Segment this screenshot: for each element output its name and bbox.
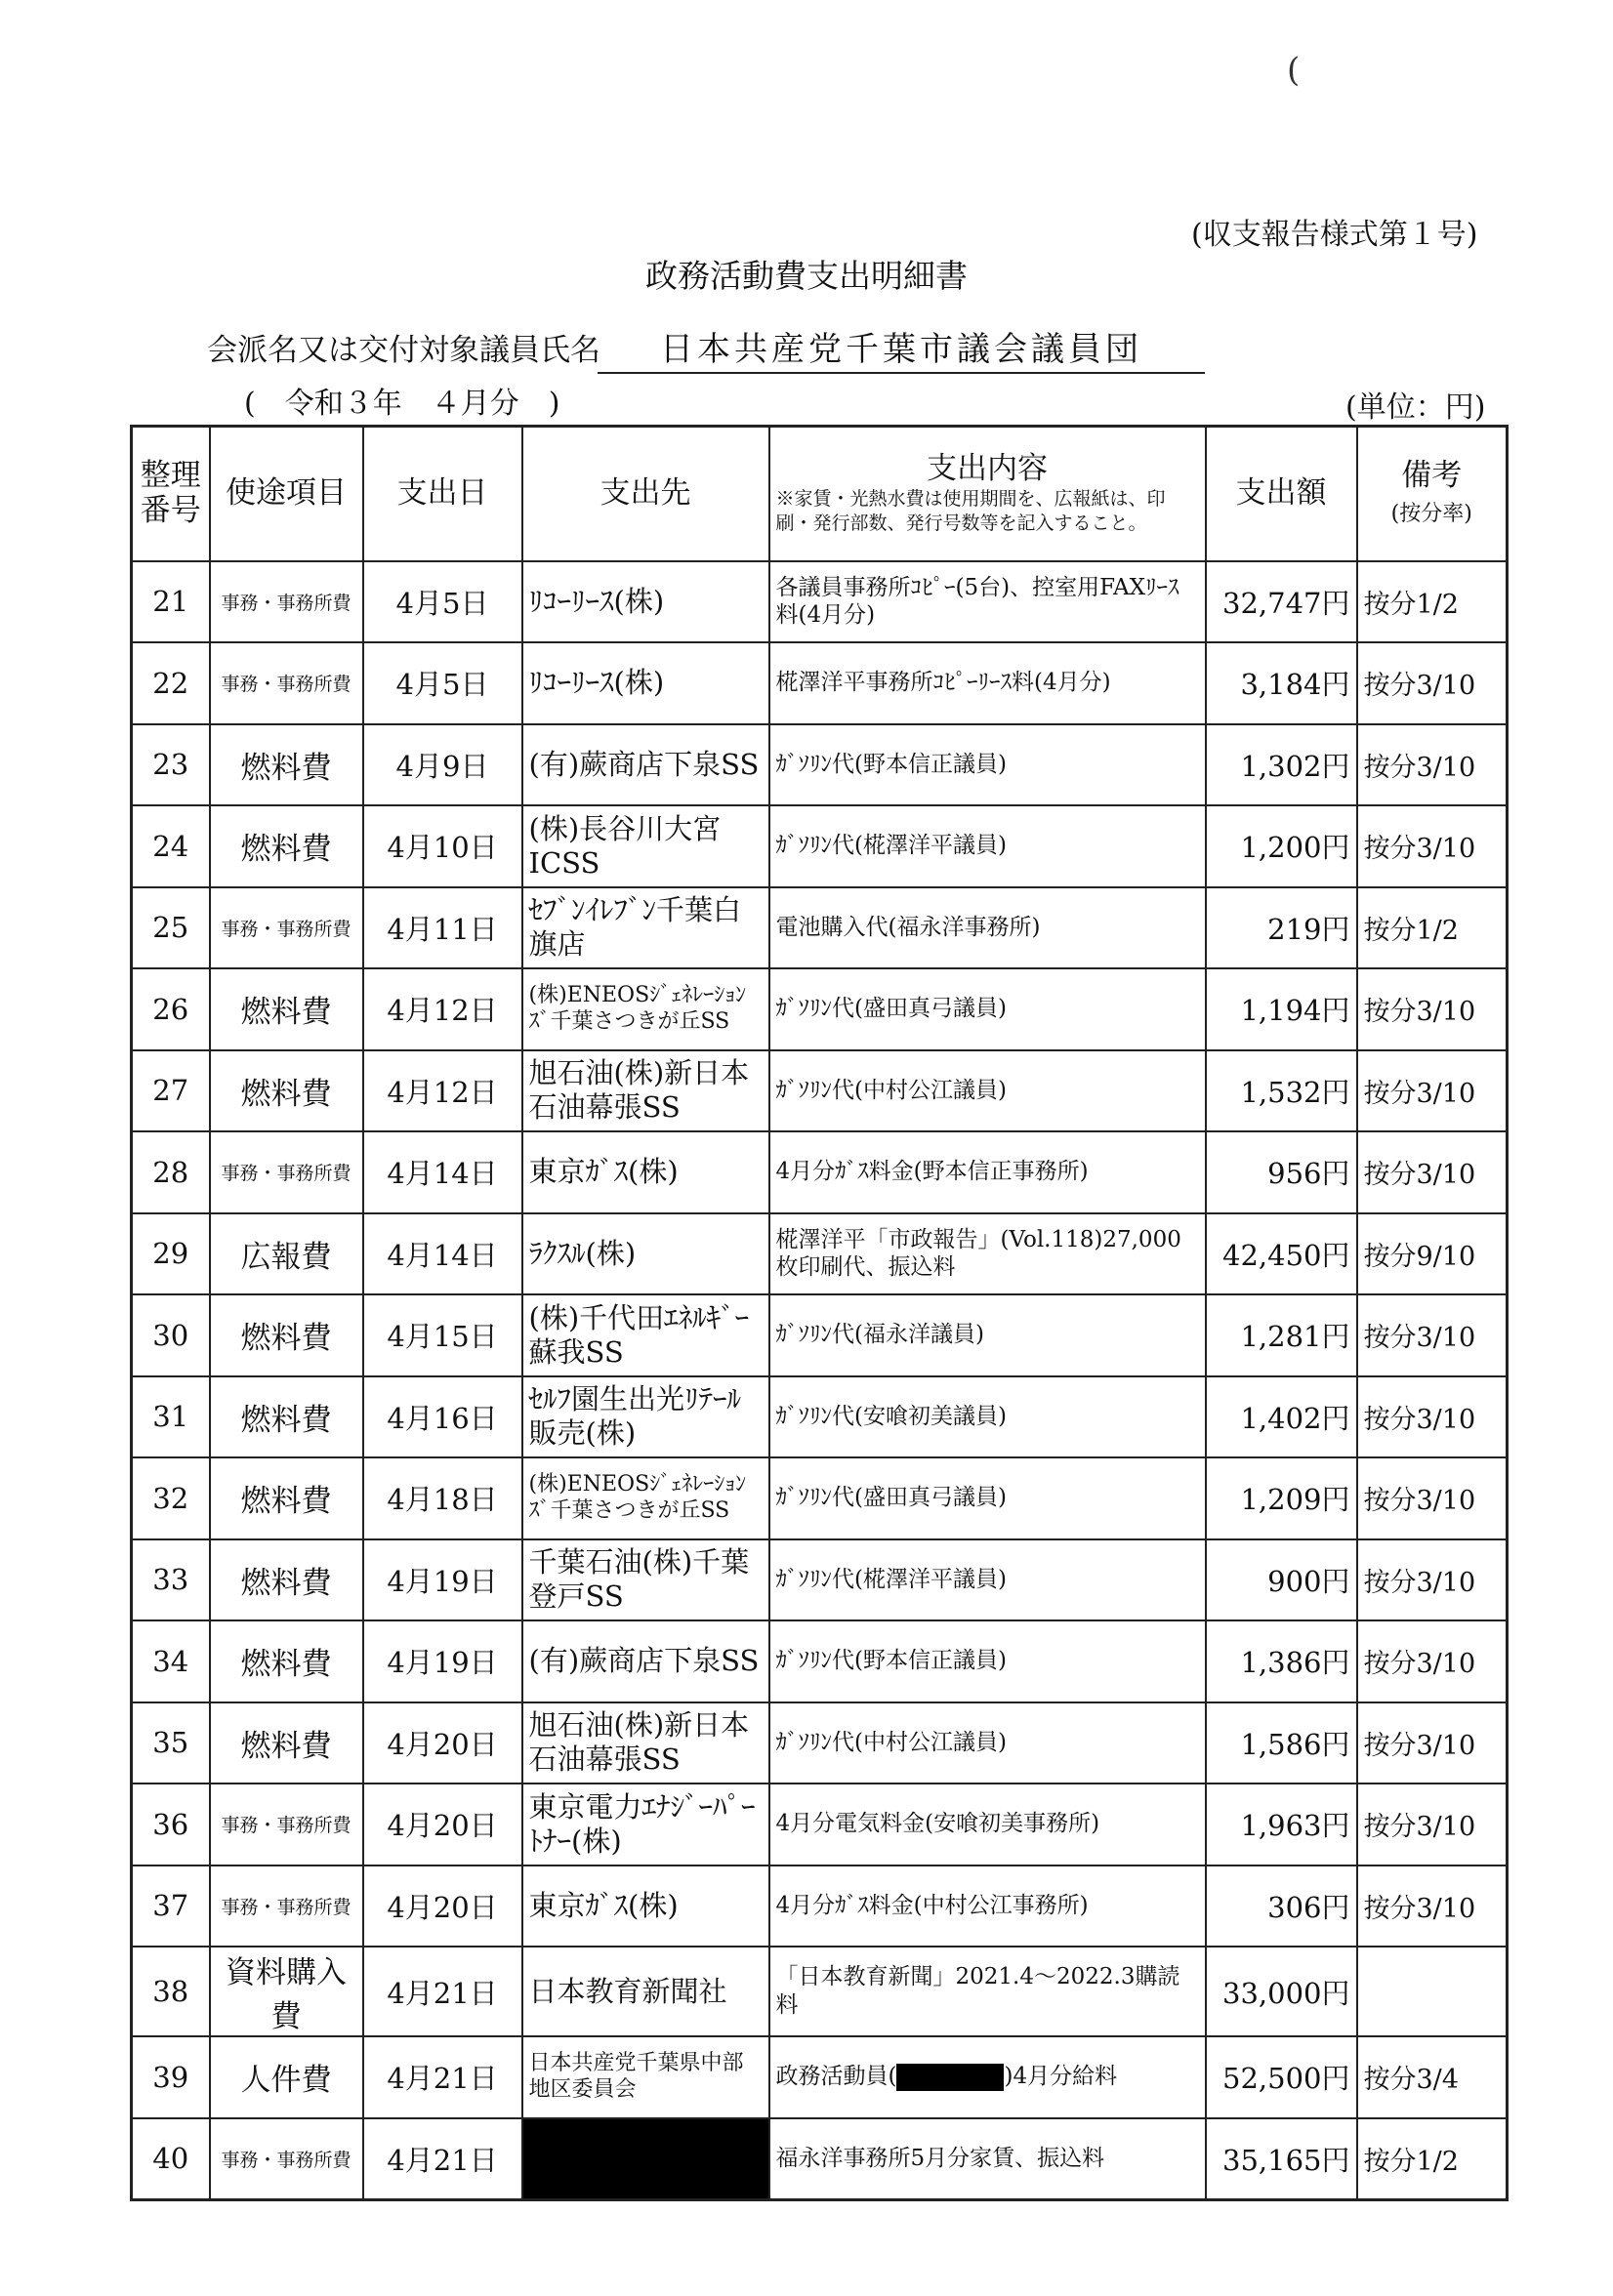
table-row: [132, 1457, 1508, 1539]
cell-no: 32: [132, 1457, 210, 1539]
cell-category: 資料購入費: [210, 1947, 363, 2036]
col-header-date: 支出日: [363, 427, 522, 561]
cell-category: 燃料費: [210, 968, 363, 1050]
col-header-remarks-sub: (按分率): [1390, 501, 1472, 526]
table-row: [132, 1050, 1508, 1132]
cell-note: 按分3/10: [1357, 1294, 1508, 1376]
cell-note: 按分3/10: [1357, 968, 1508, 1050]
cell-payee: 東京電力ｴﾅｼﾞｰﾊﾟｰﾄﾅｰ(株): [522, 1784, 769, 1866]
cell-content: ｶﾞｿﾘﾝ代(盛田真弓議員): [769, 968, 1206, 1050]
cell-category: 事務・事務所費: [210, 1866, 363, 1948]
table-row: [132, 968, 1508, 1050]
cell-payee: ｾﾙﾌ園生出光ﾘﾃｰﾙ販売(株): [522, 1376, 769, 1458]
cell-no: 37: [132, 1866, 210, 1948]
cell-amount: 3,184円: [1206, 642, 1357, 724]
cell-payee: ｾﾌﾞﾝｲﾚﾌﾞﾝ千葉白旗店: [522, 887, 769, 969]
cell-amount: 1,302円: [1206, 724, 1357, 806]
cell-note: 按分3/10: [1357, 724, 1508, 806]
cell-amount: 52,500円: [1206, 2036, 1357, 2118]
col-header-content-note: ※家賃・光熱水費は使用期間を、広報紙は、印刷・発行部数、発行号数等を記入すること。: [775, 487, 1166, 534]
cell-content: 椛澤洋平事務所ｺﾋﾟｰﾘｰｽ料(4月分): [769, 642, 1206, 724]
cell-note: 按分1/2: [1357, 887, 1508, 969]
cell-date: 4月12日: [363, 968, 522, 1050]
cell-no: 22: [132, 642, 210, 724]
cell-amount: 1,586円: [1206, 1702, 1357, 1784]
content-prefix: 政務活動員(: [775, 2064, 897, 2090]
table-row: [132, 1702, 1508, 1784]
expense-table: [130, 425, 1509, 2201]
cell-date: 4月12日: [363, 1050, 522, 1132]
cell-amount: 1,963円: [1206, 1784, 1357, 1866]
cell-content: 各議員事務所ｺﾋﾟｰ(5台)、控室用FAXﾘｰｽ料(4月分): [769, 561, 1206, 643]
cell-content: 4月分ｶﾞｽ料金(野本信正事務所): [769, 1131, 1206, 1213]
cell-content: 4月分電気料金(安喰初美事務所): [769, 1784, 1206, 1866]
cell-date: 4月20日: [363, 1784, 522, 1866]
cell-note: 按分1/2: [1357, 2118, 1508, 2200]
table-row: [132, 805, 1508, 887]
scan-mark: (: [1287, 51, 1301, 90]
cell-payee: 日本共産党千葉県中部地区委員会: [522, 2036, 769, 2118]
col-header-content-label: 支出内容: [927, 451, 1048, 487]
table-row: [132, 1539, 1508, 1621]
cell-amount: 1,194円: [1206, 968, 1357, 1050]
cell-category: 事務・事務所費: [210, 2118, 363, 2200]
cell-content: ｶﾞｿﾘﾝ代(椛澤洋平議員): [769, 805, 1206, 887]
table-row: [132, 1294, 1508, 1376]
cell-date: 4月19日: [363, 1620, 522, 1702]
cell-amount: 1,402円: [1206, 1376, 1357, 1458]
cell-payee: 旭石油(株)新日本石油幕張SS: [522, 1050, 769, 1132]
cell-date: 4月11日: [363, 887, 522, 969]
cell-date: 4月14日: [363, 1213, 522, 1295]
cell-note: 按分3/10: [1357, 1050, 1508, 1132]
cell-content: 電池購入代(福永洋事務所): [769, 887, 1206, 969]
table-header: [132, 427, 1508, 561]
cell-note: 按分3/10: [1357, 1702, 1508, 1784]
cell-note: 按分3/10: [1357, 1131, 1508, 1213]
cell-no: 23: [132, 724, 210, 806]
cell-no: 28: [132, 1131, 210, 1213]
redaction-box: [896, 2064, 1004, 2091]
reporting-period: ( 令和３年 ４月分 ): [244, 387, 560, 421]
cell-payee: ﾘｺｰﾘｰｽ(株): [522, 642, 769, 724]
col-header-payee: 支出先: [522, 427, 769, 561]
cell-date: 4月21日: [363, 2118, 522, 2200]
table-row: [132, 2118, 1508, 2200]
cell-amount: 1,281円: [1206, 1294, 1357, 1376]
table-row: [132, 2036, 1508, 2118]
cell-date: 4月5日: [363, 561, 522, 643]
cell-note: 按分3/10: [1357, 1784, 1508, 1866]
cell-date: 4月21日: [363, 1947, 522, 2036]
table-row: [132, 724, 1508, 806]
table-row: [132, 887, 1508, 969]
cell-payee: 東京ｶﾞｽ(株): [522, 1131, 769, 1213]
col-header-content: [769, 427, 1206, 561]
cell-date: 4月19日: [363, 1539, 522, 1621]
cell-amount: 42,450円: [1206, 1213, 1357, 1295]
cell-category: 広報費: [210, 1213, 363, 1295]
cell-payee: (有)蕨商店下泉SS: [522, 724, 769, 806]
cell-date: 4月15日: [363, 1294, 522, 1376]
cell-date: 4月20日: [363, 1866, 522, 1948]
cell-note: 按分9/10: [1357, 1213, 1508, 1295]
cell-no: 31: [132, 1376, 210, 1458]
cell-content: 椛澤洋平「市政報告」(Vol.118)27,000枚印刷代、振込料: [769, 1213, 1206, 1295]
cell-payee: 日本教育新聞社: [522, 1947, 769, 2036]
cell-content: ｶﾞｿﾘﾝ代(中村公江議員): [769, 1702, 1206, 1784]
table-row: [132, 642, 1508, 724]
cell-payee: 千葉石油(株)千葉登戸SS: [522, 1539, 769, 1621]
table-row: [132, 1131, 1508, 1213]
table-row: [132, 1620, 1508, 1702]
cell-payee: 東京ｶﾞｽ(株): [522, 1866, 769, 1948]
cell-category: 燃料費: [210, 805, 363, 887]
col-header-remarks-label: 備考: [1401, 458, 1463, 494]
cell-date: 4月16日: [363, 1376, 522, 1458]
cell-date: 4月14日: [363, 1131, 522, 1213]
cell-note: 按分3/10: [1357, 1457, 1508, 1539]
table-row: [132, 561, 1508, 643]
cell-date: 4月20日: [363, 1702, 522, 1784]
unit-label: (単位：円): [1345, 390, 1486, 425]
cell-note: 按分3/10: [1357, 1866, 1508, 1948]
cell-category: 事務・事務所費: [210, 1784, 363, 1866]
cell-note: 按分3/10: [1357, 1376, 1508, 1458]
cell-amount: 956円: [1206, 1131, 1357, 1213]
content-suffix: )4月分給料: [1004, 2064, 1118, 2090]
cell-no: 25: [132, 887, 210, 969]
col-header-remarks: [1357, 427, 1508, 561]
cell-amount: 1,386円: [1206, 1620, 1357, 1702]
cell-amount: 33,000円: [1206, 1947, 1357, 2036]
cell-amount: 1,532円: [1206, 1050, 1357, 1132]
cell-content: 4月分ｶﾞｽ料金(中村公江事務所): [769, 1866, 1206, 1948]
col-header-category: 使途項目: [210, 427, 363, 561]
document-title: 政務活動費支出明細書: [645, 257, 968, 295]
cell-content: ｶﾞｿﾘﾝ代(福永洋議員): [769, 1294, 1206, 1376]
cell-no: 24: [132, 805, 210, 887]
col-header-amount: 支出額: [1206, 427, 1357, 561]
cell-payee-redacted: [522, 2118, 769, 2200]
cell-payee: (株)長谷川大宮ICSS: [522, 805, 769, 887]
cell-amount: 306円: [1206, 1866, 1357, 1948]
cell-payee: ﾗｸｽﾙ(株): [522, 1213, 769, 1295]
cell-content: 福永洋事務所5月分家賃、振込料: [769, 2118, 1206, 2200]
party-label: 会派名又は交付対象議員氏名: [207, 333, 600, 368]
cell-payee: (株)ENEOSｼﾞｪﾈﾚｰｼｮﾝｽﾞ千葉さつきが丘SS: [522, 968, 769, 1050]
cell-content: 「日本教育新聞」2021.4～2022.3購読料: [769, 1947, 1206, 2036]
cell-amount: 35,165円: [1206, 2118, 1357, 2200]
cell-no: 29: [132, 1213, 210, 1295]
cell-date: 4月18日: [363, 1457, 522, 1539]
cell-content: ｶﾞｿﾘﾝ代(中村公江議員): [769, 1050, 1206, 1132]
cell-no: 27: [132, 1050, 210, 1132]
table-row: [132, 1784, 1508, 1866]
cell-category: 事務・事務所費: [210, 887, 363, 969]
cell-no: 38: [132, 1947, 210, 2036]
cell-no: 40: [132, 2118, 210, 2200]
cell-category: 事務・事務所費: [210, 642, 363, 724]
table-row: [132, 1866, 1508, 1948]
cell-content: ｶﾞｿﾘﾝ代(安喰初美議員): [769, 1376, 1206, 1458]
cell-note: 按分3/10: [1357, 1620, 1508, 1702]
cell-amount: 1,209円: [1206, 1457, 1357, 1539]
cell-no: 39: [132, 2036, 210, 2118]
cell-category: 燃料費: [210, 1539, 363, 1621]
cell-category: 人件費: [210, 2036, 363, 2118]
cell-content: ｶﾞｿﾘﾝ代(椛澤洋平議員): [769, 1539, 1206, 1621]
cell-category: 燃料費: [210, 1294, 363, 1376]
cell-payee: (有)蕨商店下泉SS: [522, 1620, 769, 1702]
table-row: [132, 1213, 1508, 1295]
cell-date: 4月5日: [363, 642, 522, 724]
cell-no: 21: [132, 561, 210, 643]
cell-category: 事務・事務所費: [210, 561, 363, 643]
cell-no: 36: [132, 1784, 210, 1866]
cell-note: 按分3/10: [1357, 805, 1508, 887]
cell-note: 按分3/4: [1357, 2036, 1508, 2118]
party-name: 日本共産党千葉市議会議員団: [598, 322, 1205, 374]
cell-amount: 900円: [1206, 1539, 1357, 1621]
cell-note: [1357, 1947, 1508, 2036]
cell-no: 35: [132, 1702, 210, 1784]
cell-category: 燃料費: [210, 1620, 363, 1702]
cell-payee: (株)ENEOSｼﾞｪﾈﾚｰｼｮﾝｽﾞ千葉さつきが丘SS: [522, 1457, 769, 1539]
form-number: (収支報告様式第１号): [1191, 218, 1478, 252]
cell-date: 4月21日: [363, 2036, 522, 2118]
table-row: [132, 1376, 1508, 1458]
cell-date: 4月9日: [363, 724, 522, 806]
cell-category: 燃料費: [210, 1457, 363, 1539]
cell-content: ｶﾞｿﾘﾝ代(盛田真弓議員): [769, 1457, 1206, 1539]
cell-content: [769, 2036, 1206, 2118]
cell-category: 燃料費: [210, 1376, 363, 1458]
cell-content: ｶﾞｿﾘﾝ代(野本信正議員): [769, 1620, 1206, 1702]
cell-content: ｶﾞｿﾘﾝ代(野本信正議員): [769, 724, 1206, 806]
table-row: [132, 1947, 1508, 2036]
col-header-no: 整理 番号: [132, 427, 210, 561]
cell-amount: 32,747円: [1206, 561, 1357, 643]
cell-category: 燃料費: [210, 724, 363, 806]
cell-note: 按分1/2: [1357, 561, 1508, 643]
cell-amount: 219円: [1206, 887, 1357, 969]
cell-note: 按分3/10: [1357, 642, 1508, 724]
cell-payee: ﾘｺｰﾘｰｽ(株): [522, 561, 769, 643]
cell-category: 事務・事務所費: [210, 1131, 363, 1213]
cell-category: 燃料費: [210, 1050, 363, 1132]
cell-date: 4月10日: [363, 805, 522, 887]
cell-no: 26: [132, 968, 210, 1050]
cell-no: 33: [132, 1539, 210, 1621]
cell-category: 燃料費: [210, 1702, 363, 1784]
cell-note: 按分3/10: [1357, 1539, 1508, 1621]
cell-payee: 旭石油(株)新日本石油幕張SS: [522, 1702, 769, 1784]
cell-payee: (株)千代田ｴﾈﾙｷﾞｰ蘇我SS: [522, 1294, 769, 1376]
cell-no: 34: [132, 1620, 210, 1702]
cell-amount: 1,200円: [1206, 805, 1357, 887]
cell-no: 30: [132, 1294, 210, 1376]
